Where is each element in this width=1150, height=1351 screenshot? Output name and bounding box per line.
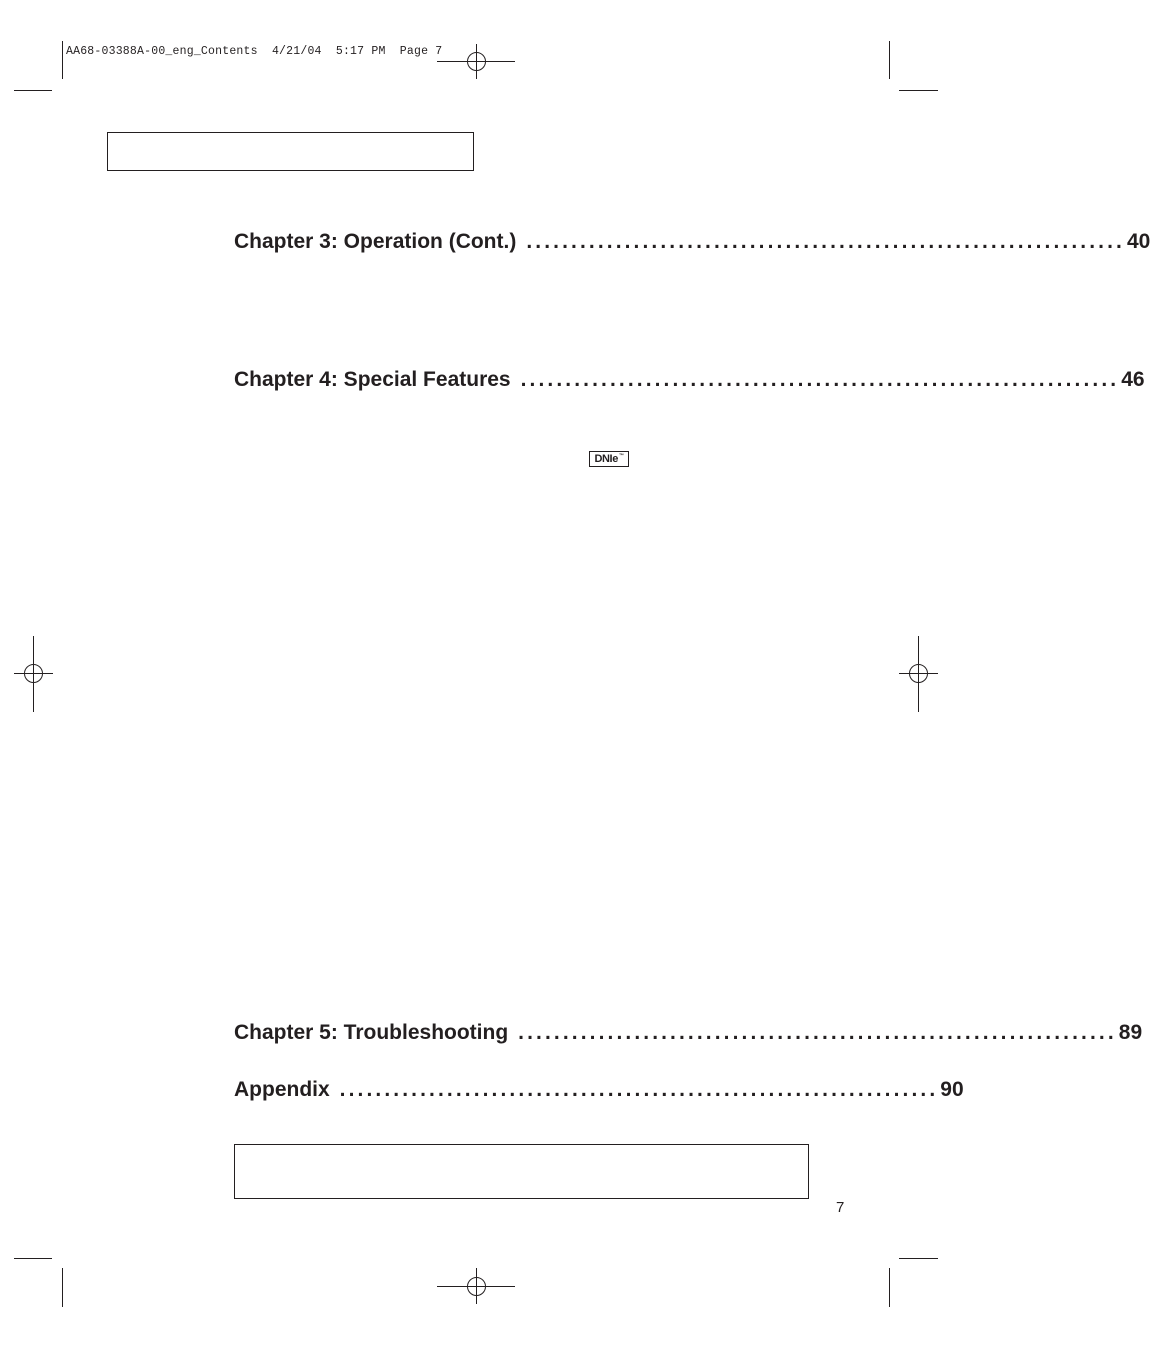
toc-entry-chapter-3 (234, 230, 1150, 254)
trademark-symbol: ™ (618, 453, 624, 459)
slug-page: Page 7 (399, 45, 443, 58)
toc-page: 90 (940, 1078, 964, 1101)
toc-page: 40 (1126, 230, 1150, 253)
toc-title: Appendix (234, 1078, 330, 1101)
crop-mark (899, 90, 938, 91)
toc-leader-dots: ................................................................... (526, 230, 1125, 253)
crop-mark (14, 90, 52, 91)
slug-file: AA68-03388A-00_eng_Contents (66, 45, 258, 58)
toc-title: Chapter 4: Special Features (234, 368, 511, 391)
crop-mark (889, 1268, 890, 1307)
print-slug (66, 45, 442, 58)
toc-title: Chapter 5: Troubleshooting (234, 1021, 509, 1044)
toc-page: 89 (1118, 1021, 1143, 1044)
registration-mark-line (33, 636, 34, 712)
toc-leader-dots: ................................................................... (518, 1021, 1117, 1044)
crop-mark (14, 1258, 52, 1259)
crop-mark (62, 41, 63, 79)
toc-leader-dots: ................................................................... (339, 1078, 939, 1101)
toc-entry-chapter-5 (234, 1021, 1143, 1045)
dnie-logo (589, 451, 629, 467)
registration-mark-line (476, 1268, 477, 1304)
slug-date: 4/21/04 (271, 45, 322, 58)
crop-mark (899, 1258, 938, 1259)
header-box (107, 132, 474, 171)
crop-mark (62, 1268, 63, 1307)
dnie-logo-text: DNIe (594, 453, 618, 465)
footer-box (234, 1144, 809, 1199)
toc-entry-chapter-4 (234, 368, 1145, 392)
registration-mark-line (918, 636, 919, 712)
page-number: 7 (836, 1199, 845, 1216)
toc-leader-dots: ................................................................... (520, 368, 1120, 391)
toc-page: 46 (1121, 368, 1145, 391)
toc-title: Chapter 3: Operation (Cont.) (234, 230, 517, 253)
crop-mark (889, 41, 890, 79)
slug-time: 5:17 PM (335, 45, 386, 58)
registration-mark-line (476, 44, 477, 79)
toc-entry-appendix (234, 1078, 964, 1102)
